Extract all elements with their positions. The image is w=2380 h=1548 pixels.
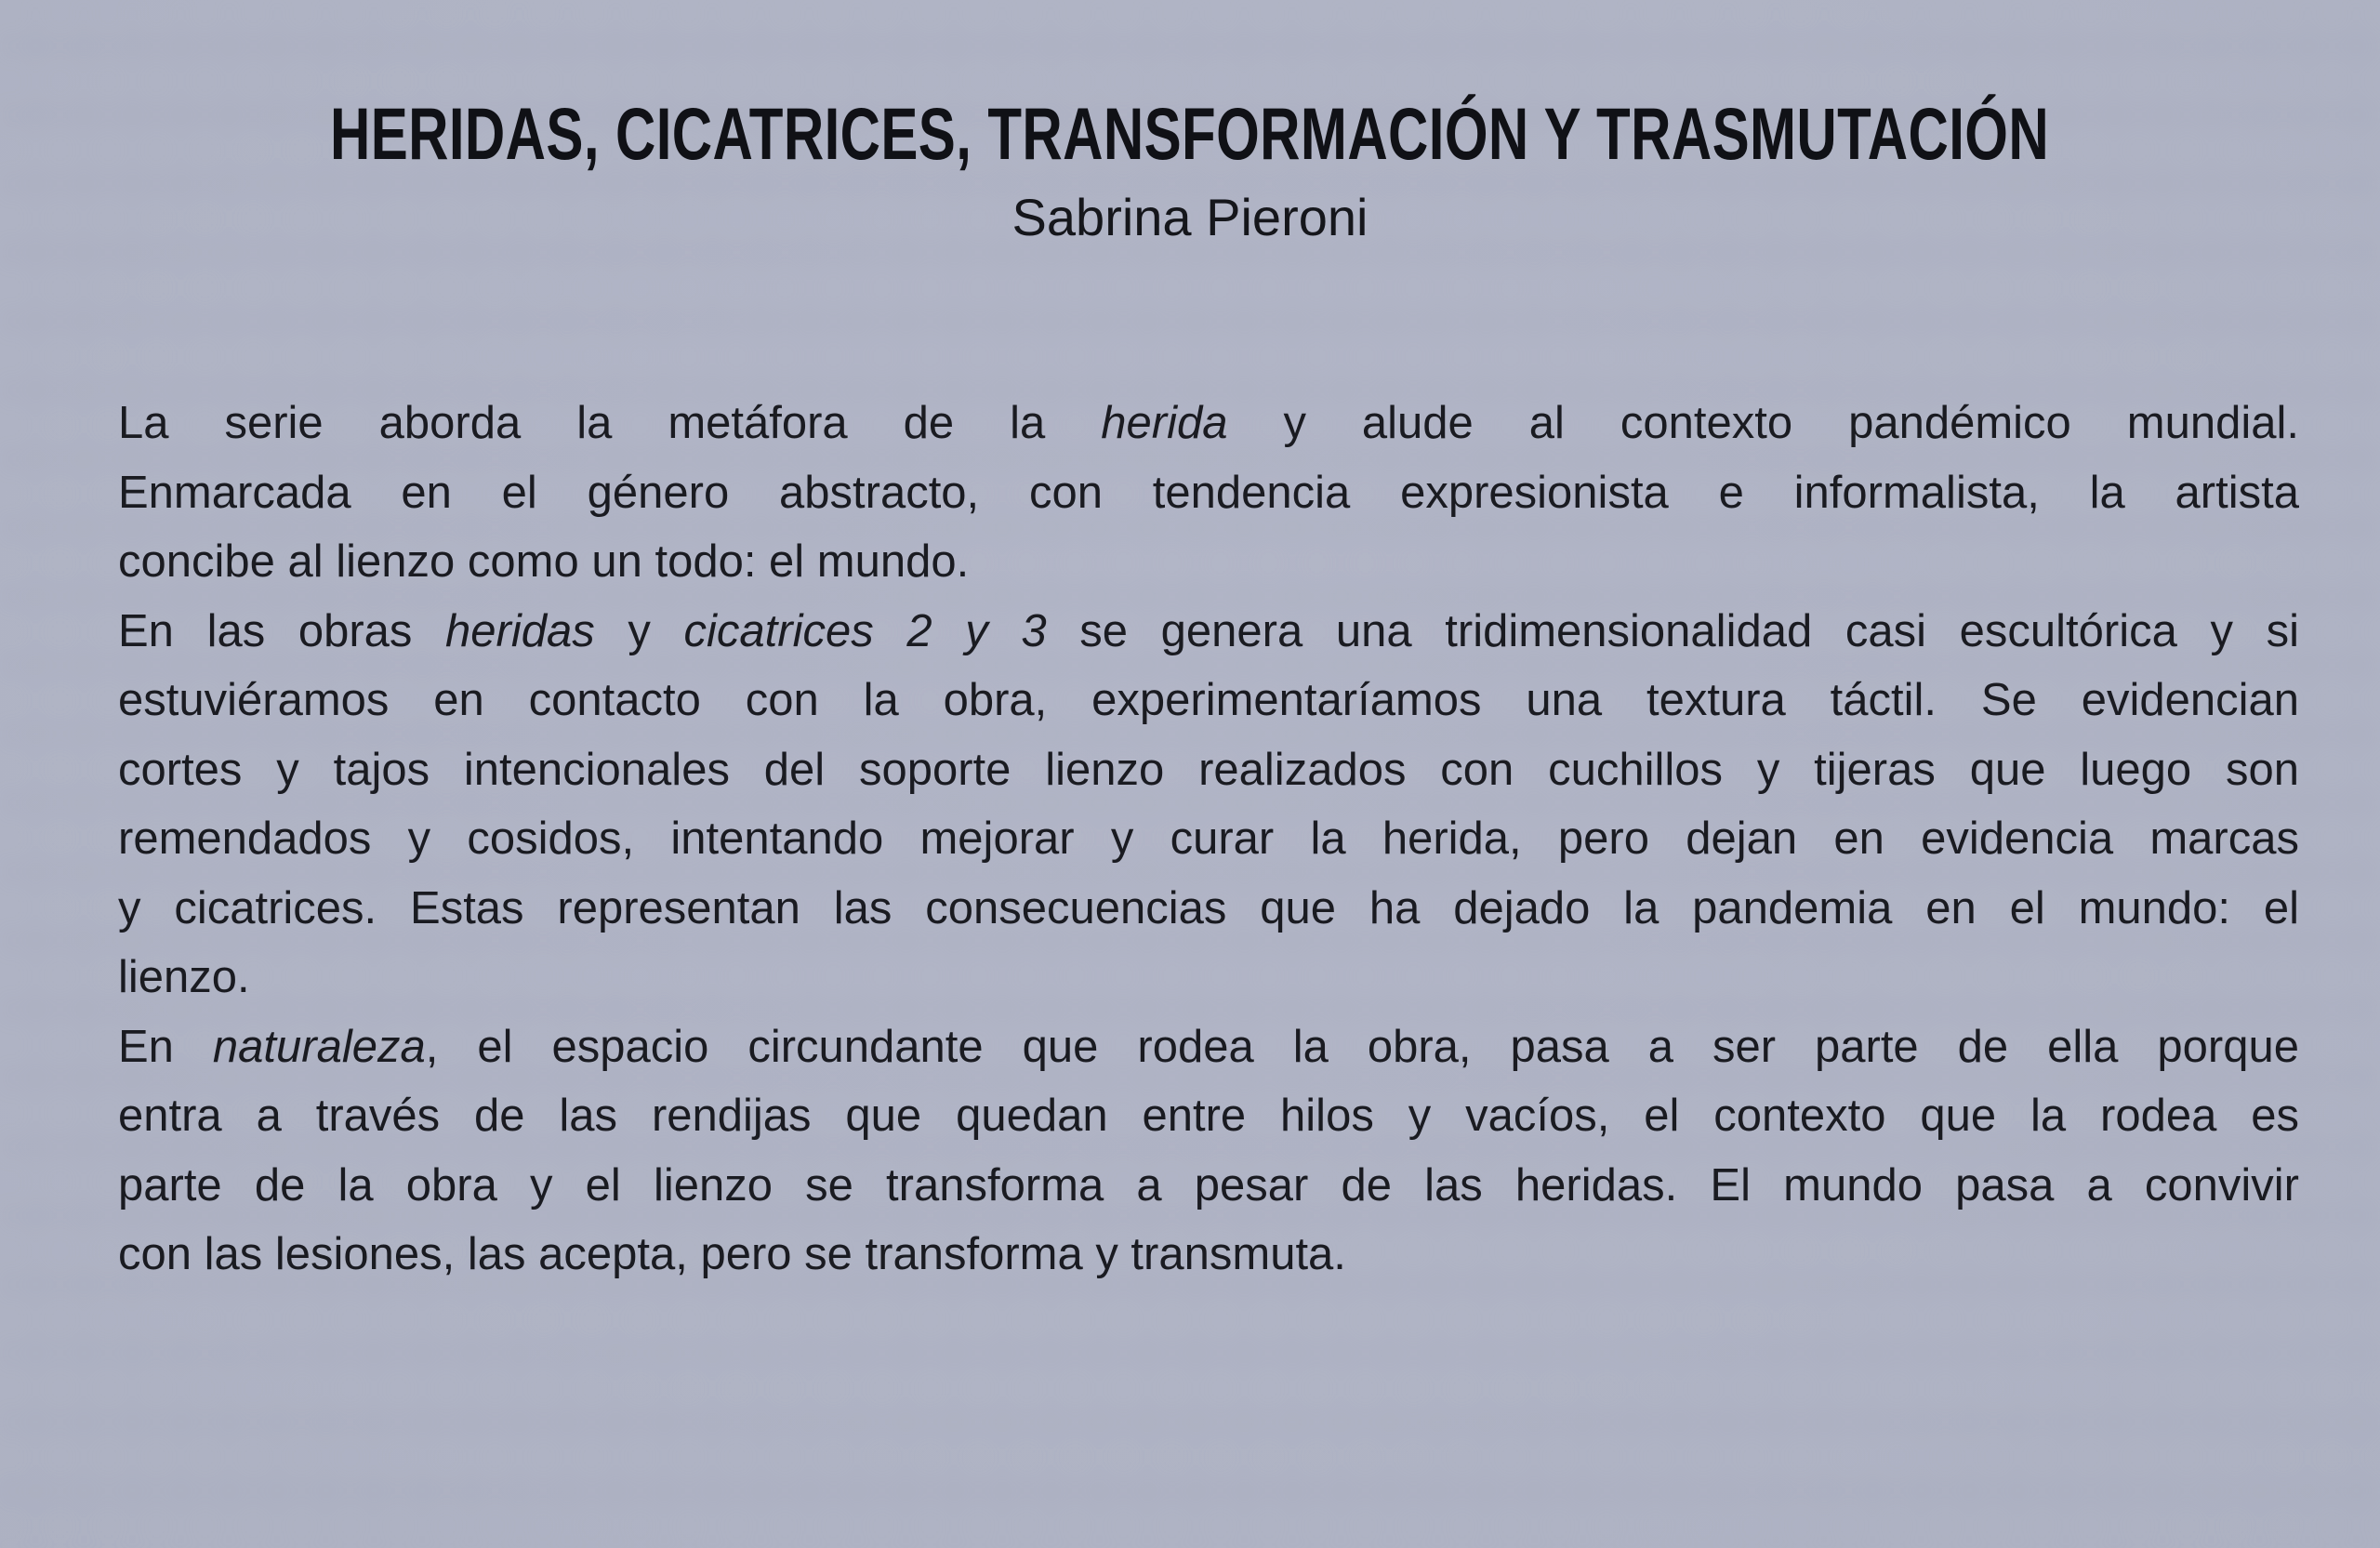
article-body [118, 389, 2299, 1290]
text-segment: , el espacio circundante que rodea la obra, pasa a ser parte de ella porque [425, 1021, 2299, 1072]
text-segment: cortes y tajos intencionales del soporte lienzo realizados con cuchillos y tijeras que luego son [118, 744, 2299, 795]
text-segment: En [118, 1021, 213, 1072]
text-segment: se genera una tridimensionalidad casi escultórica y si [1046, 605, 2299, 656]
text-segment: La serie aborda la metáfora de la [118, 398, 1102, 448]
author-name: Sabrina Pieroni [1012, 188, 1368, 246]
text-segment: entra a través de las rendijas que quedan entre hilos y vacíos, el contexto que la rodea es [118, 1091, 2299, 1141]
page-header [0, 92, 2380, 175]
body-line [118, 943, 2299, 1012]
italic-text-segment: heridas [445, 605, 595, 656]
body-line [118, 1081, 2299, 1151]
italic-text-segment: naturaleza [212, 1021, 426, 1072]
text-segment: con las lesiones, las acepta, pero se transforma y transmuta. [118, 1229, 1346, 1279]
body-line [118, 666, 2299, 735]
body-line [118, 804, 2299, 874]
text-segment: y cicatrices. Estas representan las consecuencias que ha dejado la pandemia en el mundo: el [118, 882, 2299, 933]
body-line [118, 1151, 2299, 1221]
body-line [118, 389, 2299, 458]
italic-text-segment: cicatrices 2 y 3 [683, 605, 1047, 656]
body-line [118, 597, 2299, 667]
body-line [118, 1220, 2299, 1290]
text-segment: Enmarcada en el género abstracto, con tendencia expresionista e informalista, la artista [118, 467, 2299, 518]
text-segment: y [594, 605, 684, 656]
italic-text-segment: herida [1101, 398, 1228, 448]
text-segment: y alude al contexto pandémico mundial. [1227, 398, 2299, 448]
body-line [118, 874, 2299, 944]
text-segment: remendados y cosidos, intentando mejorar y curar la herida, pero dejan en evidencia marcas [118, 814, 2299, 864]
body-line [118, 735, 2299, 805]
body-line [118, 1012, 2299, 1082]
text-segment: concibe al lienzo como un todo: el mundo. [118, 536, 970, 587]
text-segment: En las obras [118, 605, 446, 656]
body-line [118, 527, 2299, 597]
text-segment: parte de la obra y el lienzo se transforma a pesar de las heridas. El mundo pasa a convivir [118, 1159, 2299, 1211]
text-segment: estuviéramos en contacto con la obra, experimentaríamos una textura táctil. Se evidencian [118, 675, 2299, 725]
body-line [118, 458, 2299, 528]
text-segment: lienzo. [118, 952, 250, 1002]
page-title: HERIDAS, CICATRICES, TRANSFORMACIÓN Y TRASMUTACIÓN [330, 92, 2050, 175]
